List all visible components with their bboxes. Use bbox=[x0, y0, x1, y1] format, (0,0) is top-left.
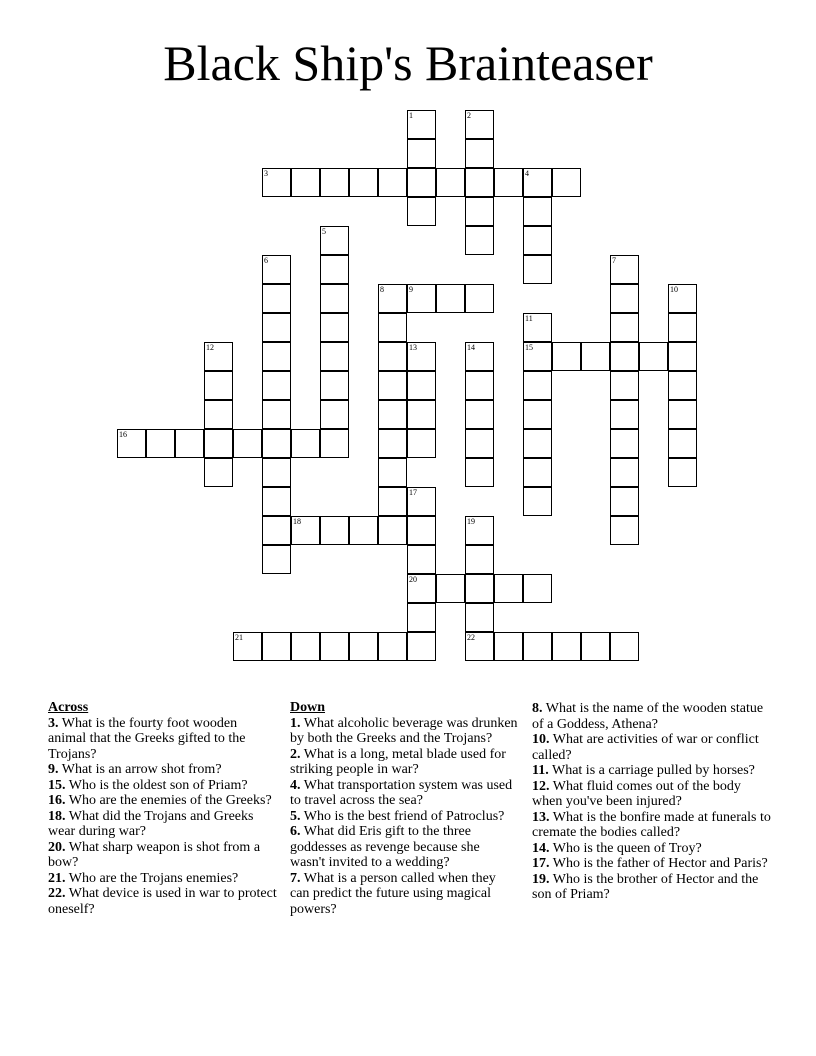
grid-cell[interactable] bbox=[349, 516, 378, 545]
clue bbox=[48, 886, 278, 917]
grid-cell[interactable] bbox=[436, 168, 465, 197]
cell-number: 19 bbox=[467, 517, 475, 526]
clue bbox=[290, 778, 518, 809]
grid-cell[interactable] bbox=[262, 516, 291, 545]
clue-number: 1. bbox=[290, 715, 301, 731]
grid-cell[interactable] bbox=[465, 545, 494, 574]
grid-cell[interactable] bbox=[581, 342, 610, 371]
clue-text: Who is the best friend of Patroclus? bbox=[300, 808, 505, 824]
grid-cell[interactable] bbox=[407, 516, 436, 545]
grid-cell[interactable] bbox=[465, 168, 494, 197]
grid-cell[interactable] bbox=[378, 313, 407, 342]
cell-number: 18 bbox=[293, 517, 301, 526]
cell-number: 17 bbox=[409, 488, 417, 497]
grid-cell[interactable] bbox=[523, 400, 552, 429]
clue-number: 16. bbox=[48, 793, 66, 808]
grid-cell[interactable] bbox=[436, 574, 465, 603]
grid-cell[interactable] bbox=[378, 168, 407, 197]
clue-number: 18. bbox=[48, 808, 66, 824]
grid-cell[interactable] bbox=[117, 429, 146, 458]
grid-cell[interactable] bbox=[523, 255, 552, 284]
grid-cell[interactable] bbox=[552, 168, 581, 197]
clue-text: What is the bonfire made at funerals to cremate the bodies called? bbox=[532, 809, 771, 840]
across-heading: Across bbox=[48, 700, 89, 715]
cell-number: 21 bbox=[235, 633, 243, 642]
grid-cell[interactable] bbox=[204, 342, 233, 371]
clue-number: 6. bbox=[290, 824, 301, 839]
clue bbox=[532, 763, 772, 779]
cell-number: 9 bbox=[409, 285, 413, 294]
grid-cell[interactable] bbox=[378, 284, 407, 313]
grid-cell[interactable] bbox=[465, 400, 494, 429]
grid-cell[interactable] bbox=[668, 313, 697, 342]
grid-cell[interactable] bbox=[204, 371, 233, 400]
grid-cell[interactable] bbox=[378, 632, 407, 661]
clue-number: 15. bbox=[48, 777, 66, 793]
grid-cell[interactable] bbox=[320, 400, 349, 429]
cell-number: 1 bbox=[409, 111, 413, 120]
grid-cell[interactable] bbox=[465, 632, 494, 661]
grid-cell[interactable] bbox=[320, 255, 349, 284]
grid-cell[interactable] bbox=[465, 458, 494, 487]
grid-cell[interactable] bbox=[320, 429, 349, 458]
grid-cell[interactable] bbox=[610, 342, 639, 371]
grid-cell[interactable] bbox=[320, 168, 349, 197]
grid-cell[interactable] bbox=[610, 284, 639, 313]
grid-cell[interactable] bbox=[465, 516, 494, 545]
down-clues-column bbox=[290, 700, 518, 917]
cell-number: 20 bbox=[409, 575, 417, 584]
grid-cell[interactable] bbox=[523, 371, 552, 400]
clue bbox=[290, 747, 518, 778]
clue-text: What is an arrow shot from? bbox=[58, 762, 222, 777]
clue-number: 10. bbox=[532, 732, 550, 747]
clue-text: What is the name of the wooden statue of a Goddess, Athena? bbox=[532, 701, 764, 732]
clue-text: Who are the Trojans enemies? bbox=[65, 870, 239, 886]
across-clues-column bbox=[48, 700, 278, 917]
cell-number: 4 bbox=[525, 169, 529, 178]
grid-cell[interactable] bbox=[262, 284, 291, 313]
grid-cell[interactable] bbox=[494, 574, 523, 603]
grid-cell[interactable] bbox=[523, 197, 552, 226]
clue-text: What alcoholic beverage was drunken by both the Greeks and the Trojans? bbox=[290, 715, 518, 746]
grid-cell[interactable] bbox=[668, 429, 697, 458]
grid-cell[interactable] bbox=[494, 168, 523, 197]
clue-number: 2. bbox=[290, 746, 301, 762]
grid-cell[interactable] bbox=[407, 603, 436, 632]
grid-cell[interactable] bbox=[523, 342, 552, 371]
clue-number: 14. bbox=[532, 840, 550, 856]
clue-text: What is a long, metal blade used for striking people in war? bbox=[290, 746, 506, 777]
down-clue-list-continued bbox=[532, 701, 772, 903]
clue-number: 22. bbox=[48, 886, 66, 901]
grid-cell[interactable] bbox=[204, 400, 233, 429]
puzzle-title: Black Ship's Brainteaser bbox=[163, 35, 653, 91]
grid-cell[interactable] bbox=[523, 487, 552, 516]
down-heading: Down bbox=[290, 700, 326, 715]
grid-cell[interactable] bbox=[378, 429, 407, 458]
grid-cell[interactable] bbox=[610, 632, 639, 661]
grid-cell[interactable] bbox=[291, 516, 320, 545]
cell-number: 13 bbox=[409, 343, 417, 352]
clue-number: 11. bbox=[532, 763, 549, 778]
clue bbox=[48, 778, 278, 794]
clue-number: 4. bbox=[290, 777, 301, 793]
grid-cell[interactable] bbox=[262, 313, 291, 342]
grid-cell[interactable] bbox=[610, 255, 639, 284]
grid-cell[interactable] bbox=[320, 516, 349, 545]
clue-text: What device is used in war to protect oneself? bbox=[48, 886, 277, 917]
clue-text: What is the fourty foot wooden animal that the Greeks gifted to the Trojans? bbox=[48, 715, 246, 762]
grid-cell[interactable] bbox=[523, 226, 552, 255]
grid-cell[interactable] bbox=[610, 458, 639, 487]
clue-number: 21. bbox=[48, 870, 66, 886]
clue bbox=[532, 779, 772, 810]
clue-text: What transportation system was used to travel across the sea? bbox=[290, 777, 513, 808]
grid-cell[interactable] bbox=[262, 342, 291, 371]
clue-number: 20. bbox=[48, 839, 66, 855]
clue bbox=[532, 872, 772, 903]
grid-cell[interactable] bbox=[494, 632, 523, 661]
grid-cell[interactable] bbox=[407, 487, 436, 516]
grid-cell[interactable] bbox=[233, 429, 262, 458]
cell-number: 8 bbox=[380, 285, 384, 294]
clue-number: 5. bbox=[290, 808, 301, 824]
cell-number: 11 bbox=[525, 314, 533, 323]
clue-number: 7. bbox=[290, 870, 301, 886]
grid-cell[interactable] bbox=[668, 342, 697, 371]
clue-text: Who is the father of Hector and Paris? bbox=[549, 856, 768, 871]
grid-cell[interactable] bbox=[262, 632, 291, 661]
grid-cell[interactable] bbox=[523, 632, 552, 661]
grid-cell[interactable] bbox=[465, 139, 494, 168]
grid-cell[interactable] bbox=[262, 429, 291, 458]
grid-cell[interactable] bbox=[465, 197, 494, 226]
clue bbox=[290, 871, 518, 918]
grid-cell[interactable] bbox=[378, 371, 407, 400]
clue-text: Who is the brother of Hector and the son of Priam? bbox=[532, 871, 759, 902]
cell-number: 22 bbox=[467, 633, 475, 642]
grid-cell[interactable] bbox=[262, 545, 291, 574]
clue bbox=[290, 824, 518, 871]
grid-cell[interactable] bbox=[465, 110, 494, 139]
clue bbox=[532, 810, 772, 841]
grid-cell[interactable] bbox=[610, 371, 639, 400]
grid-cell[interactable] bbox=[407, 168, 436, 197]
grid-cell[interactable] bbox=[407, 574, 436, 603]
grid-cell[interactable] bbox=[378, 342, 407, 371]
cell-number: 7 bbox=[612, 256, 616, 265]
grid-cell[interactable] bbox=[262, 255, 291, 284]
cell-number: 10 bbox=[670, 285, 678, 294]
clue bbox=[532, 856, 772, 872]
grid-cell[interactable] bbox=[262, 400, 291, 429]
grid-cell[interactable] bbox=[349, 168, 378, 197]
grid-cell[interactable] bbox=[465, 371, 494, 400]
grid-cell[interactable] bbox=[552, 632, 581, 661]
cell-number: 16 bbox=[119, 430, 127, 439]
clue-number: 12. bbox=[532, 778, 550, 794]
grid-cell[interactable] bbox=[407, 342, 436, 371]
grid-cell[interactable] bbox=[407, 632, 436, 661]
grid-cell[interactable] bbox=[407, 371, 436, 400]
grid-cell[interactable] bbox=[320, 342, 349, 371]
grid-cell[interactable] bbox=[262, 371, 291, 400]
grid-cell[interactable] bbox=[465, 342, 494, 371]
clue bbox=[532, 732, 772, 763]
grid-cell[interactable] bbox=[146, 429, 175, 458]
grid-cell[interactable] bbox=[668, 284, 697, 313]
clue-text: Who is the queen of Troy? bbox=[549, 840, 702, 856]
clue-text: Who are the enemies of the Greeks? bbox=[65, 793, 272, 808]
clue bbox=[48, 762, 278, 778]
grid-cell[interactable] bbox=[523, 458, 552, 487]
clue bbox=[48, 716, 278, 763]
grid-cell[interactable] bbox=[175, 429, 204, 458]
clue-number: 3. bbox=[48, 715, 59, 731]
cell-number: 12 bbox=[206, 343, 214, 352]
grid-cell[interactable] bbox=[465, 226, 494, 255]
clue bbox=[532, 701, 772, 732]
grid-cell[interactable] bbox=[291, 632, 320, 661]
clue bbox=[290, 809, 518, 825]
clue-text: What fluid comes out of the body when you've been injured? bbox=[532, 778, 741, 809]
clue-text: What did Eris gift to the three goddesses as revenge because she wasn't invited to a wedding? bbox=[290, 824, 480, 870]
grid-cell[interactable] bbox=[552, 342, 581, 371]
grid-cell[interactable] bbox=[465, 284, 494, 313]
clue-text: What is a carriage pulled by horses? bbox=[548, 763, 755, 778]
down-clue-list bbox=[290, 716, 518, 918]
across-clue-list bbox=[48, 716, 278, 918]
grid-cell[interactable] bbox=[610, 487, 639, 516]
grid-cell[interactable] bbox=[639, 342, 668, 371]
cell-number: 2 bbox=[467, 111, 471, 120]
clue-number: 17. bbox=[532, 856, 550, 871]
grid-cell[interactable] bbox=[610, 429, 639, 458]
clue-text: What sharp weapon is shot from a bow? bbox=[48, 839, 261, 870]
grid-cell[interactable] bbox=[610, 516, 639, 545]
grid-cell[interactable] bbox=[668, 400, 697, 429]
grid-cell[interactable] bbox=[378, 516, 407, 545]
grid-cell[interactable] bbox=[465, 603, 494, 632]
grid-cell[interactable] bbox=[581, 632, 610, 661]
cell-number: 3 bbox=[264, 169, 268, 178]
grid-cell[interactable] bbox=[523, 429, 552, 458]
cell-number: 6 bbox=[264, 256, 268, 265]
grid-cell[interactable] bbox=[668, 458, 697, 487]
grid-cell[interactable] bbox=[291, 429, 320, 458]
grid-cell[interactable] bbox=[668, 371, 697, 400]
grid-cell[interactable] bbox=[610, 400, 639, 429]
clue bbox=[532, 841, 772, 857]
clue bbox=[48, 793, 278, 809]
grid-cell[interactable] bbox=[407, 110, 436, 139]
clue-text: What are activities of war or conflict called? bbox=[532, 732, 759, 763]
clue-number: 8. bbox=[532, 701, 543, 716]
cell-number: 14 bbox=[467, 343, 475, 352]
cell-number: 5 bbox=[322, 227, 326, 236]
grid-cell[interactable] bbox=[320, 226, 349, 255]
grid-cell[interactable] bbox=[378, 458, 407, 487]
grid-cell[interactable] bbox=[523, 574, 552, 603]
cell-number: 15 bbox=[525, 343, 533, 352]
clue-text: Who is the oldest son of Priam? bbox=[65, 777, 248, 793]
grid-cell[interactable] bbox=[320, 284, 349, 313]
grid-cell[interactable] bbox=[407, 197, 436, 226]
grid-cell[interactable] bbox=[204, 429, 233, 458]
grid-cell[interactable] bbox=[291, 168, 320, 197]
clue bbox=[48, 871, 278, 887]
grid-cell[interactable] bbox=[378, 400, 407, 429]
clue-number: 19. bbox=[532, 871, 550, 887]
grid-cell[interactable] bbox=[262, 168, 291, 197]
grid-cell[interactable] bbox=[436, 284, 465, 313]
grid-cell[interactable] bbox=[407, 400, 436, 429]
clue-number: 9. bbox=[48, 762, 59, 777]
grid-cell[interactable] bbox=[320, 313, 349, 342]
grid-cell[interactable] bbox=[378, 487, 407, 516]
grid-cell[interactable] bbox=[320, 632, 349, 661]
grid-cell[interactable] bbox=[523, 313, 552, 342]
grid-cell[interactable] bbox=[407, 545, 436, 574]
grid-cell[interactable] bbox=[204, 458, 233, 487]
grid-cell[interactable] bbox=[407, 139, 436, 168]
clue-text: What is a person called when they can predict the future using magical powers? bbox=[290, 870, 496, 917]
grid-cell[interactable] bbox=[262, 458, 291, 487]
clue-text: What did the Trojans and Greeks wear during war? bbox=[48, 808, 254, 839]
grid-cell[interactable] bbox=[465, 429, 494, 458]
grid-cell[interactable] bbox=[610, 313, 639, 342]
grid-cell[interactable] bbox=[233, 632, 262, 661]
grid-cell[interactable] bbox=[523, 168, 552, 197]
grid-cell[interactable] bbox=[407, 284, 436, 313]
clue bbox=[48, 809, 278, 840]
grid-cell[interactable] bbox=[262, 487, 291, 516]
down-clues-column-continued bbox=[532, 701, 772, 903]
grid-cell[interactable] bbox=[407, 429, 436, 458]
clue bbox=[48, 840, 278, 871]
grid-cell[interactable] bbox=[349, 632, 378, 661]
grid-cell[interactable] bbox=[320, 371, 349, 400]
grid-cell[interactable] bbox=[465, 574, 494, 603]
clue-number: 13. bbox=[532, 809, 550, 825]
clue bbox=[290, 716, 518, 747]
